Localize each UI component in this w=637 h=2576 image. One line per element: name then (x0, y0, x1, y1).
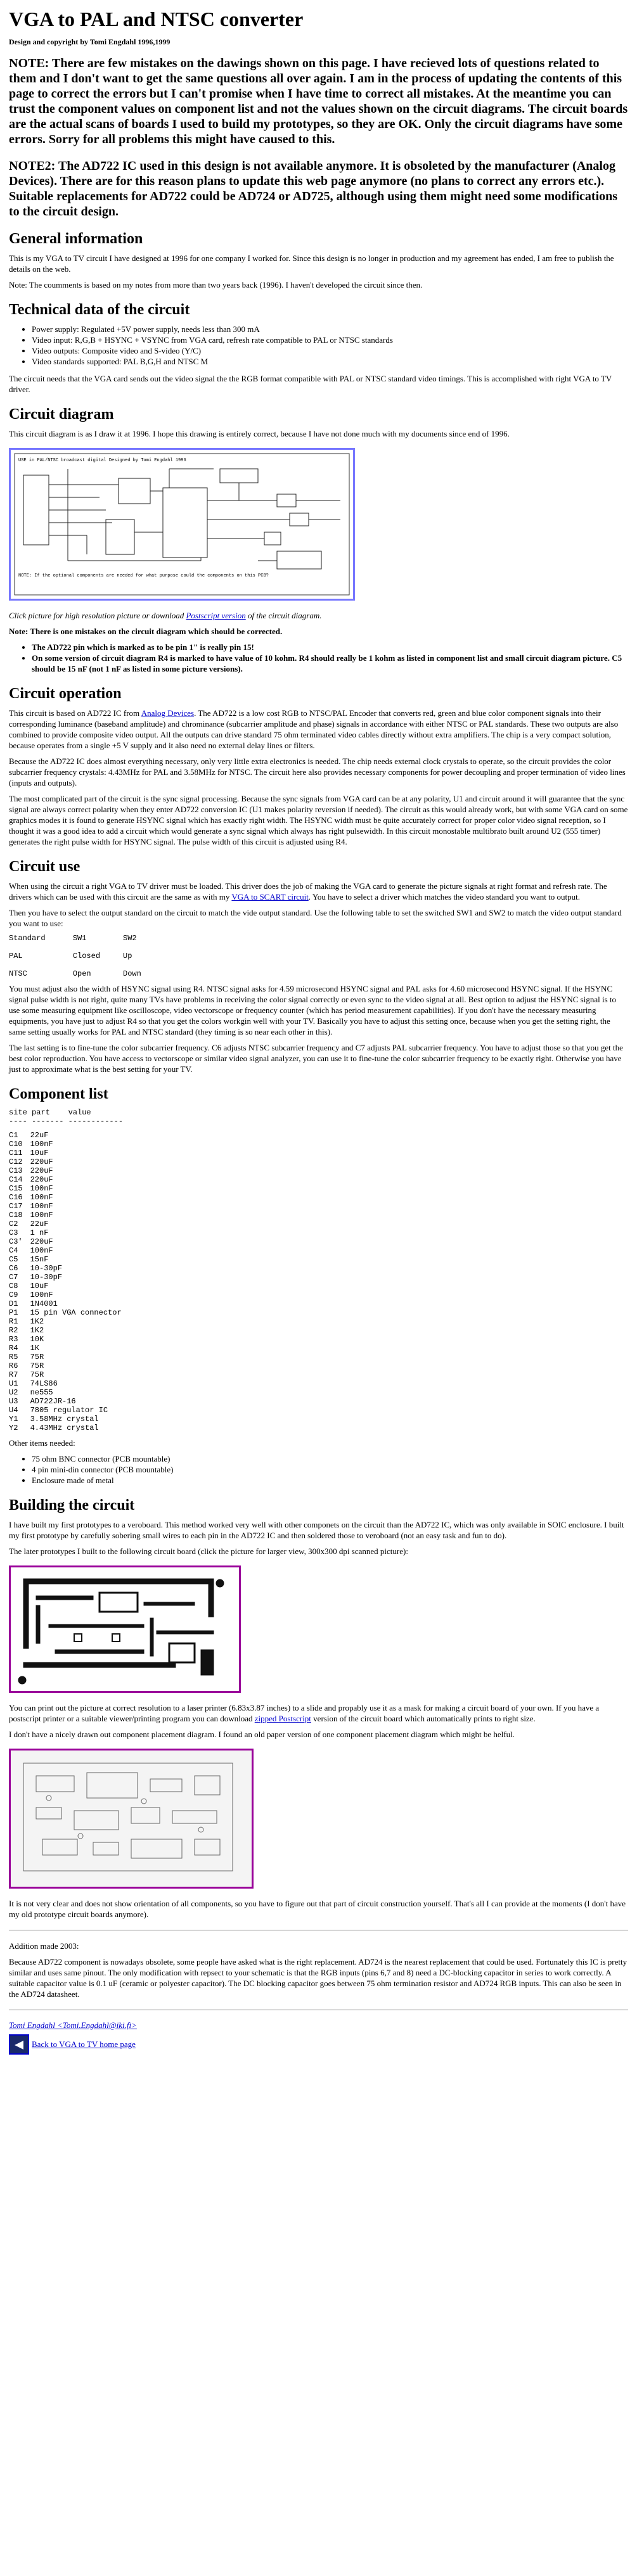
component-row (9, 1291, 129, 1299)
component-value: 3.58MHz crystal (30, 1415, 99, 1424)
component-row (9, 1264, 129, 1273)
circuit-diagram-image-link[interactable] (9, 448, 355, 601)
placement-diagram-image (11, 1750, 252, 1887)
component-row (9, 1326, 129, 1335)
component-row (9, 1246, 129, 1255)
component-row (9, 1379, 129, 1388)
component-table (9, 1131, 129, 1432)
technical-item: • Video input: R,G,B + HSYNC + VSYNC from VGA card, refresh rate compatible to PAL or NTSC standards (32, 335, 628, 345)
vga-to-scart-link[interactable]: VGA to SCART circuit (231, 892, 309, 902)
component-value: 22uF (30, 1220, 49, 1228)
component-row (9, 1237, 129, 1246)
component-site: C12 (9, 1157, 23, 1166)
building-paragraph-2: The later prototypes I built to the following circuit board (click the picture for larger view, 300x300 dpi scanned picture): (9, 1546, 408, 1556)
component-site: C16 (9, 1193, 23, 1202)
circuit-board-image (11, 1567, 239, 1691)
building-paragraph-4: I don't have a nicely drawn out component placement diagram. I found an old paper version of one component placement diagram which might be helful. (9, 1730, 515, 1739)
component-value: 15 pin VGA connector (30, 1308, 122, 1317)
other-item: • 4 pin mini-din connector (PCB mountable) (32, 1464, 628, 1475)
circuit-board-image-link[interactable] (9, 1565, 241, 1693)
note-errors: NOTE: There are few mistakes on the dawings shown on this page. I have recieved lots of questions related to them and I don't want to get the same questions all over again. I am in the process of updating the contents of this page to correct the errors but I can't promise when I have time to correct all mistakes. At the meantime you can trust the component values on component list and not the values shown on the circuit diagrams. The circuit boards are the actual scans of boards I used to build my prototypes, so they are OK. Only the circuit diagrams have some errors. Sorry for all problems this might have caused to this. (9, 56, 628, 146)
component-value: AD722JR-16 (30, 1397, 76, 1406)
use-paragraph-4: The last setting is to fine-tune the color subcarrier frequency. C6 adjusts NTSC subcarrier frequency and C7 adjusts PAL subcarrier frequency. You have to adjust those so that you get the best color reproduction. You have access to vectorscope or similar video signal analyzer, you can use it to fine-tune the color subcarrier frequency to be exactly right. Otherwise you have just to approximate what is the best setting for your TV. (9, 1043, 623, 1074)
component-value: 75R (30, 1353, 44, 1361)
component-site: R2 (9, 1326, 18, 1335)
operation-heading: Circuit operation (9, 685, 122, 702)
use-paragraph-1 (9, 881, 628, 902)
component-site: C11 (9, 1149, 23, 1157)
component-value: 220uF (30, 1237, 53, 1246)
addition-heading: Addition made 2003: (9, 1941, 79, 1951)
component-site: C1 (9, 1131, 18, 1140)
use-heading: Circuit use (9, 858, 80, 875)
other-item: • 75 ohm BNC connector (PCB mountable) (32, 1453, 628, 1464)
back-link-row[interactable] (9, 2034, 628, 2055)
switch-settings-table: Standard SW1 SW2 PAL Closed Up NTSC Open Down (9, 934, 141, 978)
use-paragraph-2: Then you have to select the output standard on the circuit to match the vide output standard. Use the following table to set the switched SW1 and SW2 to match the video output standard you want to use: (9, 908, 622, 928)
component-row (9, 1273, 129, 1282)
component-row (9, 1308, 129, 1317)
component-site: C8 (9, 1282, 18, 1291)
operation-text-after: . The AD722 is a low cost RGB to NTSC/PAL Encoder that converts red, green and blue color component signals into their corresponding luminance (baseband amplitude) and chrominance (subcarrier amplitude and phase) signals in accordance with either NTSC or PAL standards. These two outputs are also combined to provide composite video output. All the outputs can drive standard 75 ohm terminated video cables directly without extra amplifiers. The chip is a very compact solution, because operates from a single +5 V supply and it also need no external delay lines or filters. (9, 708, 619, 750)
component-row (9, 1220, 129, 1228)
addition-paragraph: Because AD722 component is nowadays obsolete, some people have asked what is the right replacement. AD724 is the nearest replacement that could be used. Fortunately this IC is pretty similar and uses same pinout. The only modification with repsect to your schematic is that the RGB inputs (pins 6,7 and 8) need a DC-blocking capacitor in series to work correctly. A suitable capacitor value is 0.1 uF (ceramic or polyester capacitor). The DC blocking capacitor goes between 75 ohm termination resistor and AD724 RGB inputs. This can also be seen in the AD724 datasheet. (9, 1957, 627, 1999)
component-site: C10 (9, 1140, 23, 1149)
component-value: 1 nF (30, 1228, 49, 1237)
component-value: 75R (30, 1361, 44, 1370)
technical-item: • Video outputs: Composite video and S-video (Y/C) (32, 345, 628, 356)
byline: Design and copyright by Tomi Engdahl 1996,1999 (9, 37, 171, 46)
component-site: U3 (9, 1397, 18, 1406)
component-site: R1 (9, 1317, 18, 1326)
operation-paragraph-1 (9, 708, 628, 751)
use-paragraph-3: You must adjust also the width of HSYNC signal using R4. NTSC signal asks for 4.59 microsecond HSYNC signal and PAL asks for 4.60 microsecond HSYNC signal. If the HSYNC signal pulse width is not right, quite many TVs have problems in receiving the color signal correctly or even sync to the video signal at all. Best option to adjust the HSYNC signal is to use some measuring equipment like oscilloscope, video vectorscope or frequency counter (which has period measurement capabilities). If you don't have the necessary measuring equipments, you have just to adjust R4 so that you get the colors workgin well with your TV. Basically you have to adjust this setting once, because when you get the setting right, the same setting usually works for PAL and NTSC standard (they timing is so near each other in this). (9, 984, 616, 1036)
mistake-item: • The AD722 pin which is marked as to be pin 1" is really pin 15! (32, 642, 628, 653)
component-row (9, 1406, 129, 1415)
component-value: 220uF (30, 1175, 53, 1184)
operation-paragraph-3: The most complicated part of the circuit is the sync signal processing. Because the sync signals from VGA card can be at any polarity, U1 and circuit around it will guarantee that the sync signal are always correct polarity when they enter AD722 conversion IC (U1 makes polarity reversion if needed). The circuit as this would already work, but with some VGA card on some graphics modes it is found to generate HSYNC signal which has exactly right width. The HSYNC width must be quite accurately correct for proper color video signal reception, so I thought it was a good idea to add a circuit which would generate a sync signal which always has right pulsewidth. In this circuit monostable multibrato built around U2 (555 timer) generates the right pulse width for HSYNC signal. The pulse width of this circuit is adjusted using R4. (9, 794, 628, 846)
component-value: ne555 (30, 1388, 53, 1397)
circuit-diagram-image (11, 450, 353, 599)
component-row (9, 1424, 129, 1432)
component-value: 75R (30, 1370, 44, 1379)
mistakes-list (9, 642, 628, 674)
component-value: 10K (30, 1335, 44, 1344)
component-row (9, 1175, 129, 1184)
component-row (9, 1193, 129, 1202)
component-value: 220uF (30, 1157, 53, 1166)
component-site: C3 (9, 1228, 18, 1237)
component-row (9, 1211, 129, 1220)
component-row (9, 1255, 129, 1264)
component-site: C4 (9, 1246, 18, 1255)
component-site: C13 (9, 1166, 23, 1175)
component-list-header: site part value ---- ------- ------------ (9, 1108, 124, 1126)
component-row (9, 1184, 129, 1193)
component-row (9, 1131, 129, 1140)
component-value: 22uF (30, 1131, 49, 1140)
component-row (9, 1361, 129, 1370)
diagram-paragraph: This circuit diagram is as I draw it at 1996. I hope this drawing is entirely correct, because I have not done much with my documents since end of 1996. (9, 429, 510, 438)
component-row (9, 1140, 129, 1149)
general-paragraph-1: This is my VGA to TV circuit I have designed at 1996 for one company I worked for. Since this design is no longer in production and my agreement has ended, I am free to publish the details on the web. (9, 253, 614, 274)
component-site: D1 (9, 1299, 18, 1308)
other-item: • Enclosure made of metal (32, 1475, 628, 1486)
diagram-note: USE in PAL/NTSC broadcast digital Designed by Tomi Engdahl 1996 (18, 458, 186, 463)
technical-item: • Video standards supported: PAL B,G,H and NTSC M (32, 356, 628, 367)
component-value: 100nF (30, 1202, 53, 1211)
back-arrow-icon[interactable] (9, 2034, 29, 2055)
component-site: R5 (9, 1353, 18, 1361)
component-value: 100nF (30, 1140, 53, 1149)
component-row (9, 1397, 129, 1406)
postscript-link[interactable]: Postscript version (186, 611, 246, 620)
caption-text-after: of the circuit diagram. (245, 611, 322, 620)
component-row (9, 1166, 129, 1175)
component-row (9, 1317, 129, 1326)
component-value: 100nF (30, 1193, 53, 1202)
component-site: R4 (9, 1344, 18, 1353)
placement-diagram-frame (9, 1749, 254, 1889)
component-row (9, 1388, 129, 1397)
component-site: Y2 (9, 1424, 18, 1432)
component-site: C3' (9, 1237, 23, 1246)
component-value: 100nF (30, 1291, 53, 1299)
technical-item: • Power supply: Regulated +5V power supply, needs less than 300 mA (32, 324, 628, 335)
diagram-footer-note: NOTE: If the optional components are needed for what purpose could the components on this PCB? (18, 573, 269, 578)
building-paragraph-3 (9, 1702, 628, 1724)
component-value: 4.43MHz crystal (30, 1424, 99, 1432)
page-title: VGA to PAL and NTSC converter (9, 8, 304, 30)
other-items-label: Other items needed: (9, 1438, 75, 1448)
component-site: R6 (9, 1361, 18, 1370)
component-site: C18 (9, 1211, 23, 1220)
operation-paragraph-2: Because the AD722 IC does almost everything necessary, only very little extra electronics is needed. The chip needs external clock crystals to operate, so the circuit provides the color subcarrier frequency crystals: 4.43MHz for PAL and 3.58MHz for NTSC. The circuit here also provides necessary components for power decoupling and proper termination of video lines (inputs and outputs). (9, 756, 626, 787)
component-value: 15nF (30, 1255, 49, 1264)
component-value: 74LS86 (30, 1379, 58, 1388)
other-items-list (9, 1453, 628, 1486)
component-value: 10-30pF (30, 1264, 63, 1273)
building-heading: Building the circuit (9, 1497, 135, 1514)
component-site: C14 (9, 1175, 23, 1184)
operation-text-before: This circuit is based on AD722 IC from (9, 708, 141, 718)
building-paragraph-1: I have built my first prototypes to a veroboard. This method worked very well with other componets on the circuit than the AD722 IC, which was only available in SOIC enclosure. I built my first prototype by carefully sobering small wires to each pin in the AD722 IC and then soldered those to veroboard (not an easy task and fun to do). (9, 1520, 624, 1540)
use-text-before: When using the circuit a right VGA to TV driver must be loaded. This driver does the job of making the VGA card to generate the picture signals at right format and refresh rate. The drivers which can be used with this circuit are the same as with my (9, 881, 607, 902)
component-value: 1K2 (30, 1317, 44, 1326)
component-site: C6 (9, 1264, 18, 1273)
zipped-postscript-link[interactable]: zipped Postscript (254, 1714, 311, 1723)
diagram-caption (9, 610, 628, 621)
component-value: 7805 regulator IC (30, 1406, 108, 1415)
component-site: U1 (9, 1379, 18, 1388)
component-row (9, 1344, 129, 1353)
component-value: 10-30pF (30, 1273, 63, 1282)
component-site: U4 (9, 1406, 18, 1415)
component-row (9, 1282, 129, 1291)
component-row (9, 1149, 129, 1157)
technical-paragraph: The circuit needs that the VGA card sends out the video signal the the RGB format compatible with PAL or NTSC standard video timings. This is accomplished with right VGA to TV driver. (9, 374, 612, 394)
general-heading: General information (9, 231, 143, 247)
component-value: 1K (30, 1344, 40, 1353)
component-row (9, 1370, 129, 1379)
diagram-heading: Circuit diagram (9, 406, 114, 423)
use-text-after: . You have to select a driver which matches the video standard you want to output. (308, 892, 580, 902)
component-site: R3 (9, 1335, 18, 1344)
back-to-home-link[interactable]: Back to VGA to TV home page (32, 2039, 136, 2049)
component-value: 10uF (30, 1149, 49, 1157)
component-site: R7 (9, 1370, 18, 1379)
component-value: 100nF (30, 1184, 53, 1193)
building-text-before: You can print out the picture at correct resolution to a laser printer (6.83x3.87 inches) to a slide and propably use it as a mask for making a circuit board of your own. If you have a postscript printer or a suitable viewer/printing program you can download (9, 1703, 600, 1723)
component-site: C7 (9, 1273, 18, 1282)
note-obsolete: NOTE2: The AD722 IC used in this design is not available anymore. It is obsoleted by the manufacturer (Analog Devices). There are for this reason plans to update this web page anymore (no plans to correct any errors etc.). Suitable replacements for AD722 could be AD724 or AD725, although using them might need some modifications to the circuit design. (9, 159, 618, 219)
component-site: Y1 (9, 1415, 18, 1424)
technical-list (9, 324, 628, 367)
component-site: U2 (9, 1388, 18, 1397)
component-site: C2 (9, 1220, 18, 1228)
component-row (9, 1202, 129, 1211)
author-email-link[interactable]: Tomi Engdahl <Tomi.Engdahl@iki.fi> (9, 2020, 137, 2030)
component-row (9, 1335, 129, 1344)
mistake-item: • On some version of circuit diagram R4 is marked to have value of 10 kohm. R4 should really be 1 kohm as listed in component list and small circuit diagram picture. C5 should be 15 nF (not 1 nF as listed in some picture versions). (32, 653, 628, 674)
component-row (9, 1157, 129, 1166)
component-value: 220uF (30, 1166, 53, 1175)
general-paragraph-2: Note: The coumments is based on my notes from more than two years back (1996). I haven't developed the circuit since then. (9, 280, 423, 290)
component-site: C15 (9, 1184, 23, 1193)
technical-heading: Technical data of the circuit (9, 302, 190, 318)
component-site: C5 (9, 1255, 18, 1264)
author-address (9, 2020, 628, 2031)
component-value: 1K2 (30, 1326, 44, 1335)
component-value: 100nF (30, 1211, 53, 1220)
building-paragraph-5: It is not very clear and does not show orientation of all components, so you have to figure out that part of circuit construction yourself. That's all I can provide at the moments (I don't have my old prototype circuit boards anymore). (9, 1899, 626, 1919)
component-value: 1N4001 (30, 1299, 58, 1308)
component-site: P1 (9, 1308, 18, 1317)
components-heading: Component list (9, 1086, 108, 1102)
component-row (9, 1299, 129, 1308)
caption-text-before: Click picture for high resolution picture or download (9, 611, 186, 620)
component-value: 100nF (30, 1246, 53, 1255)
building-text-after: version of the circuit board which automatically prints to right size. (311, 1714, 536, 1723)
mistakes-heading (9, 626, 628, 637)
component-site: C9 (9, 1291, 18, 1299)
component-site: C17 (9, 1202, 23, 1211)
analog-devices-link[interactable]: Analog Devices (141, 708, 195, 718)
component-value: 10uF (30, 1282, 49, 1291)
component-row (9, 1228, 129, 1237)
component-row (9, 1415, 129, 1424)
component-row (9, 1353, 129, 1361)
mistakes-heading-text: Note: There is one mistakes on the circuit diagram which should be corrected. (9, 627, 283, 636)
